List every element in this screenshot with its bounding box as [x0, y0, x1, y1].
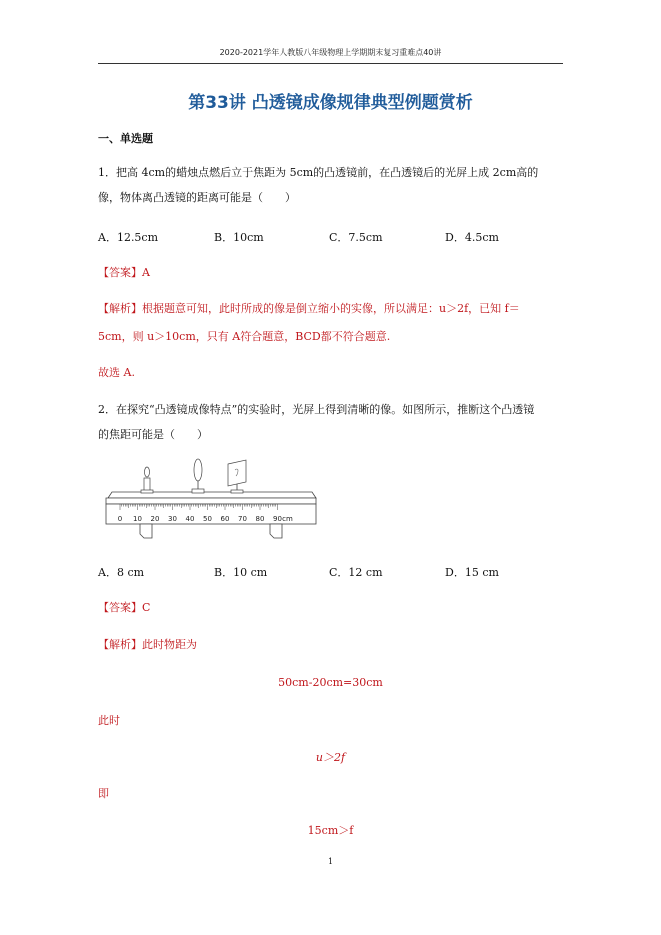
ruler-label: 0 [117, 515, 123, 523]
q2-option-d: D．15 cm [445, 566, 499, 579]
section-heading: 一、单选题 [98, 132, 153, 145]
ruler-label: 90 [273, 515, 282, 523]
q2-ji: 即 [98, 787, 109, 800]
ruler-label: 50 [203, 515, 212, 523]
ruler-label: 70 [238, 515, 247, 523]
q2-option-a: A．8 cm [98, 566, 145, 579]
ruler-label: cm [282, 515, 293, 523]
bench-leg-right [270, 524, 282, 538]
ruler-label: 80 [255, 515, 265, 523]
q1-option-b: B．10cm [214, 231, 264, 244]
q1-option-d: D．4.5cm [445, 231, 499, 244]
q2-analysis: 【解析】此时物距为 [98, 638, 197, 651]
q2-answer: 【答案】C [98, 601, 151, 614]
q2-stem-line2: 的焦距可能是（ ） [98, 428, 208, 441]
convex-lens [192, 459, 204, 493]
page-title: 第33讲 凸透镜成像规律典型例题赏析 [188, 93, 473, 113]
header-divider [98, 63, 563, 64]
q1-analysis-line1: 【解析】根据题意可知，此时所成的像是倒立缩小的实像，所以满足：u＞2f，已知 f＝ [98, 302, 520, 315]
optical-bench-figure [100, 456, 320, 548]
q2-equation-2: u＞2f [315, 751, 346, 764]
candle [141, 467, 153, 493]
q1-answer: 【答案】A [98, 266, 150, 279]
q2-equation-1: 50cm-20cm=30cm [278, 676, 383, 689]
light-screen [228, 460, 246, 493]
q1-option-a: A．12.5cm [98, 231, 159, 244]
q2-option-b: B．10 cm [214, 566, 268, 579]
q1-analysis-line2: 5cm，则 u＞10cm，只有 A符合题意，BCD都不符合题意. [98, 330, 391, 343]
page-number: 1 [327, 857, 334, 866]
q2-option-c: C．12 cm [329, 566, 383, 579]
bench-leg-left [140, 524, 152, 538]
q1-conclusion: 故选 A. [98, 366, 135, 379]
ruler-label: 60 [220, 515, 230, 523]
q2-ci-shi: 此时 [98, 714, 120, 727]
q1-stem-line2: 像，物体离凸透镜的距离可能是（ ） [98, 191, 296, 204]
ruler-label: 20 [150, 515, 160, 523]
ruler-label: 30 [168, 515, 177, 523]
q1-stem-line1: 1．把高 4cm的蜡烛点燃后立于焦距为 5cm的凸透镜前，在凸透镜后的光屏上成 2cm高的 [98, 166, 539, 179]
ruler-label: 10 [133, 515, 142, 523]
ruler-label: 40 [185, 515, 195, 523]
q2-stem-line1: 2．在探究“凸透镜成像特点”的实验时，光屏上得到清晰的像。如图所示，推断这个凸透镜 [98, 403, 535, 416]
page-header: 2020-2021学年人教版八年级物理上学期期末复习重难点40讲 [219, 48, 442, 57]
q2-equation-3: 15cm＞f [307, 824, 354, 837]
q1-option-c: C．7.5cm [329, 231, 383, 244]
